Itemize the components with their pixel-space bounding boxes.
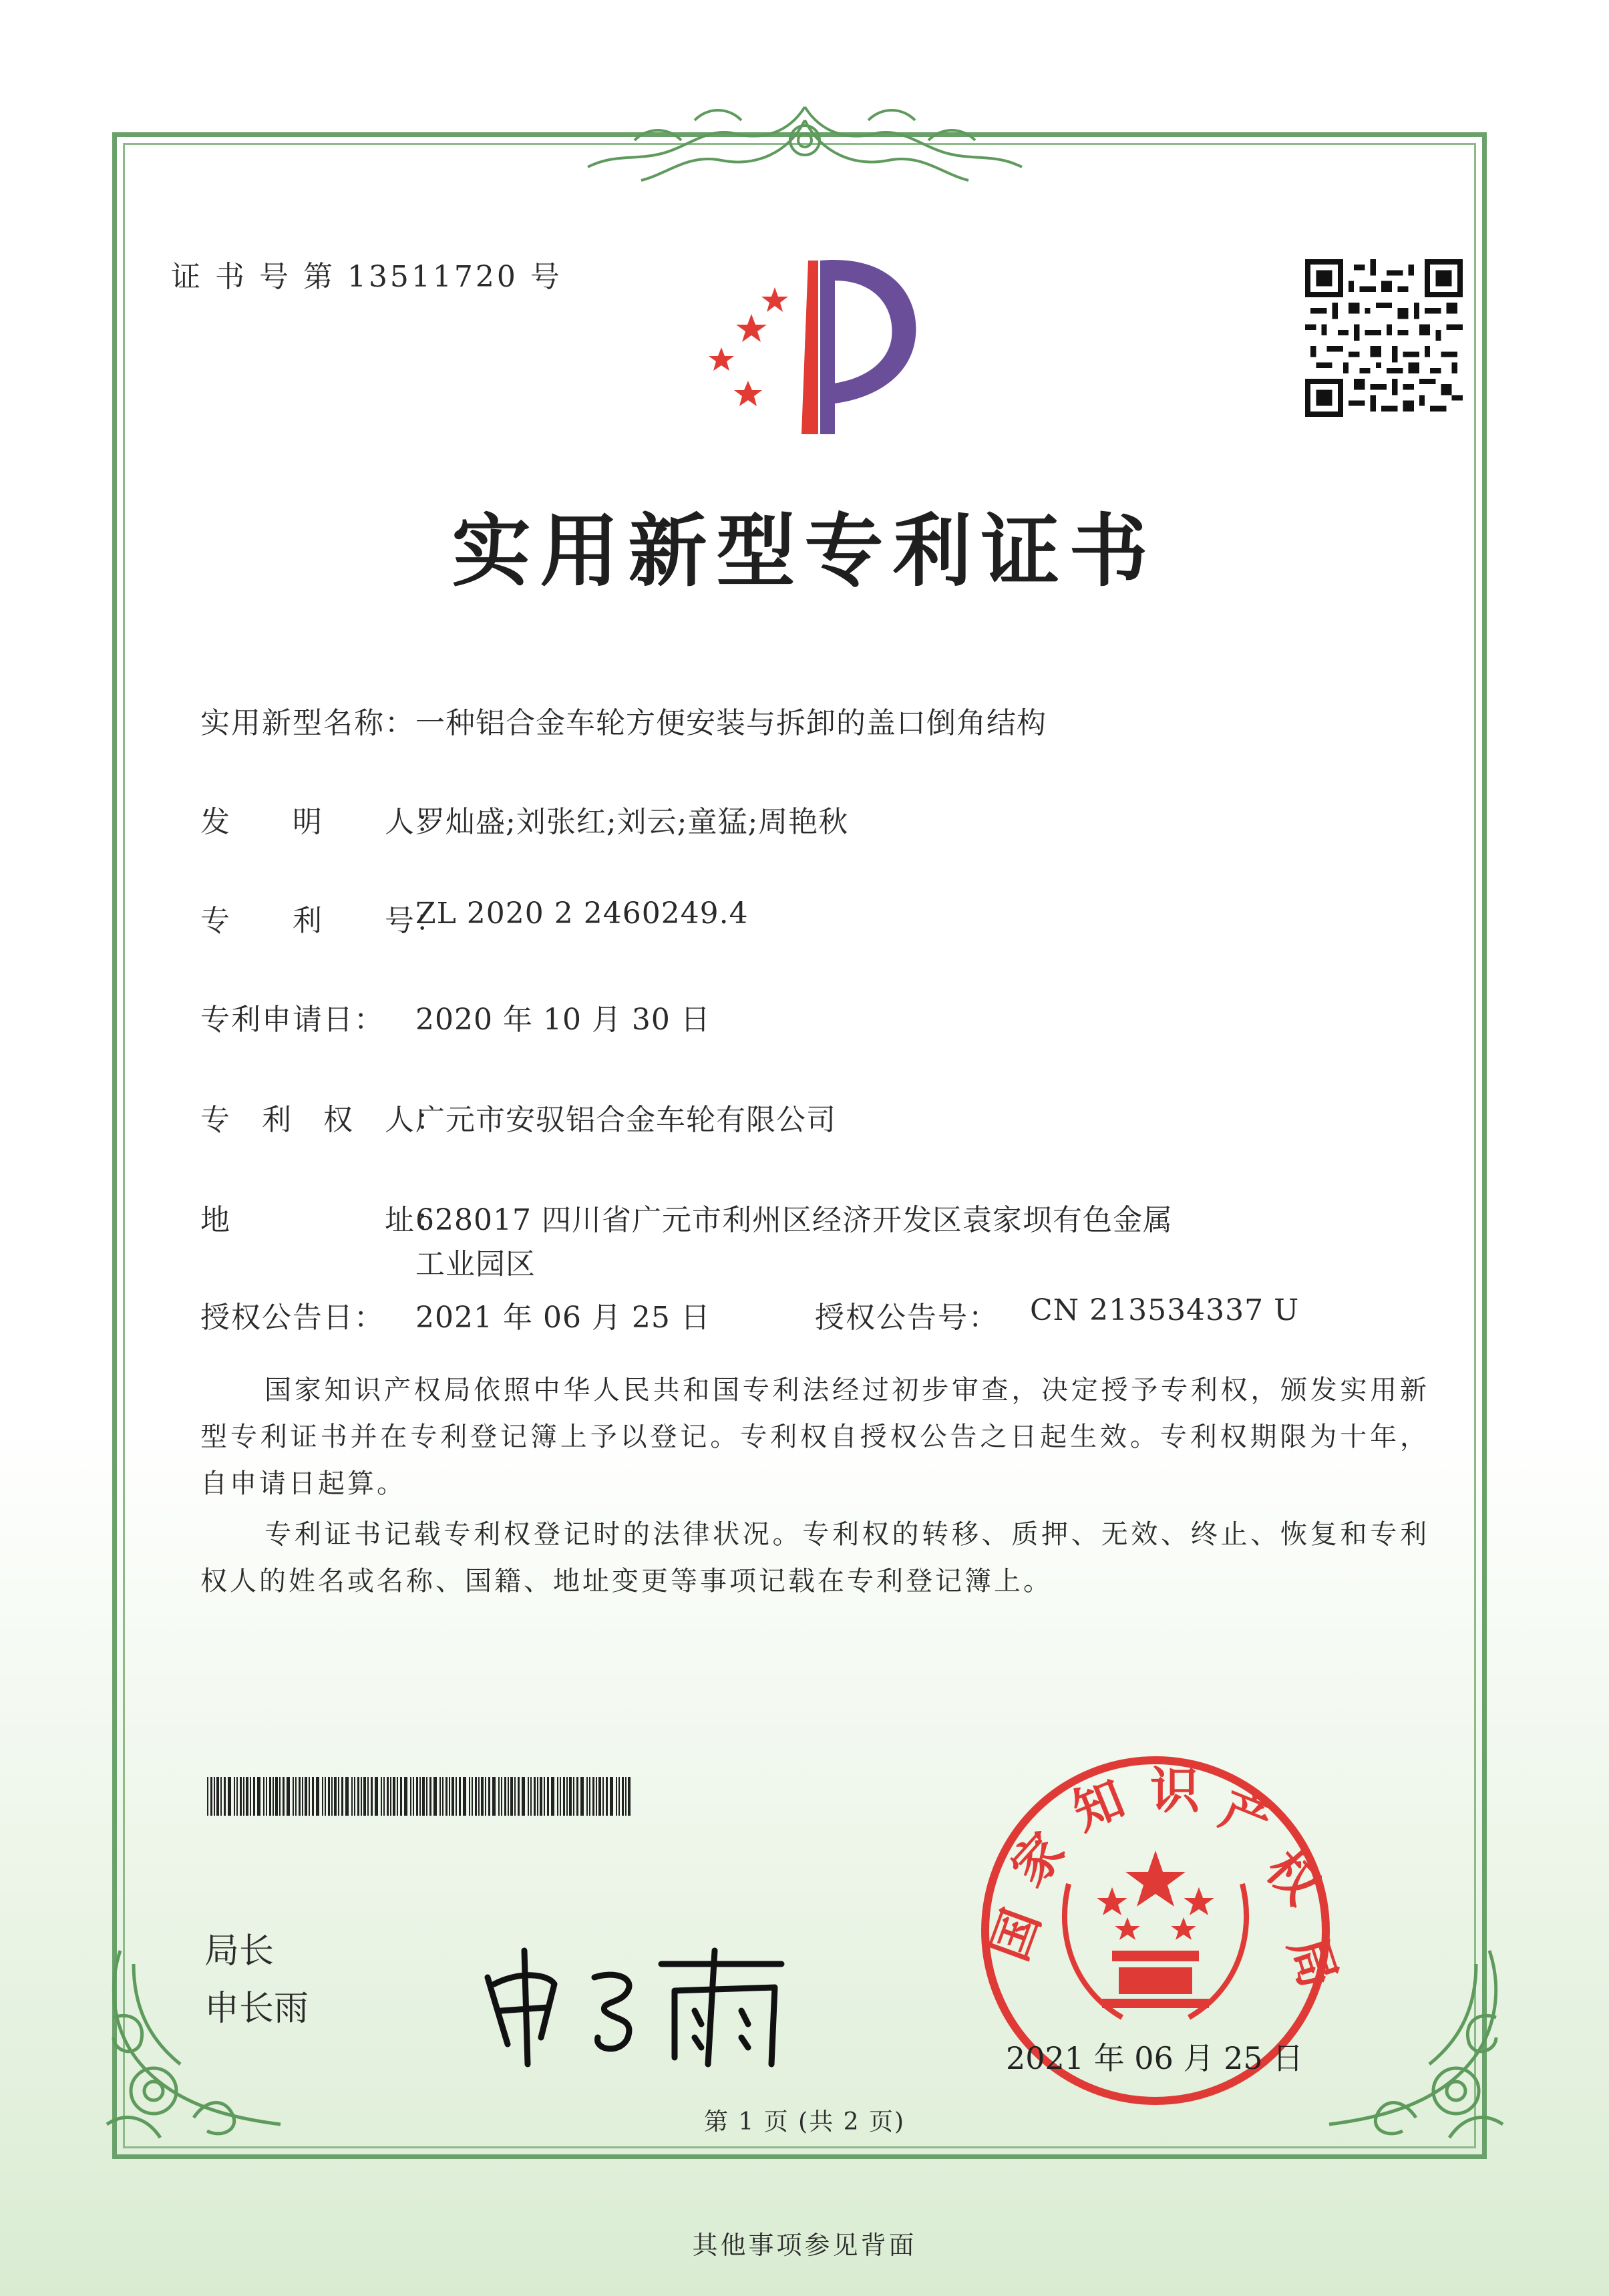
barcode-bar <box>469 1777 470 1816</box>
barcode-bar <box>416 1777 418 1816</box>
barcode-bar <box>518 1777 520 1816</box>
barcode-bar <box>616 1777 617 1816</box>
barcode-bar <box>618 1777 620 1816</box>
label-patent-number: 专 利 号： <box>200 904 446 938</box>
barcode-bar <box>312 1777 314 1816</box>
barcode-bar <box>528 1777 529 1816</box>
page-indicator: 第 1 页 (共 2 页) <box>703 2108 906 2136</box>
barcode-bar <box>589 1777 590 1816</box>
barcode-bar <box>214 1777 215 1816</box>
svg-text:知: 知 <box>1065 1770 1133 1842</box>
barcode-bar <box>481 1777 484 1816</box>
barcode-bar <box>442 1777 443 1816</box>
legal-paragraph-1: 国家知识产权局依照中华人民共和国专利法经过初步审查，决定授予专利权，颁发实用新型专利证书并在专利登记簿上予以登记。专利权自授权公告之日起生效。专利权期限为十年，自申请日起算。 <box>200 1375 1429 1499</box>
barcode-bar <box>341 1777 343 1816</box>
barcode-bar <box>293 1777 294 1816</box>
barcode-bar <box>534 1777 536 1816</box>
barcode-bar <box>322 1777 323 1816</box>
barcode-bar <box>596 1777 597 1816</box>
barcode-bar <box>367 1777 369 1816</box>
barcode-bar <box>279 1777 281 1816</box>
barcode-bar <box>592 1777 594 1816</box>
qr-code <box>1305 259 1463 417</box>
barcode-bar <box>560 1777 561 1816</box>
barcode-bar <box>283 1777 285 1816</box>
barcode-bar <box>449 1777 450 1816</box>
barcode-bar <box>566 1777 568 1816</box>
barcode-bar <box>387 1777 389 1816</box>
barcode-bar <box>302 1777 303 1816</box>
barcode-bar <box>316 1777 319 1816</box>
barcode-bar <box>250 1777 251 1816</box>
barcode-bar <box>413 1777 414 1816</box>
barcode-bar <box>508 1777 509 1816</box>
barcode-bar <box>492 1777 496 1816</box>
barcode <box>207 1777 635 1816</box>
barcode-bar <box>269 1777 271 1816</box>
barcode-bar <box>439 1777 441 1816</box>
barcode-bar <box>295 1777 297 1816</box>
svg-text:产: 产 <box>1212 1780 1280 1852</box>
barcode-bar <box>371 1777 373 1816</box>
barcode-bar <box>429 1777 431 1816</box>
barcode-bar <box>573 1777 574 1816</box>
value-grant-date: 2021 年 06 月 25 日 <box>415 1301 711 1335</box>
barcode-bar <box>234 1777 235 1816</box>
barcode-bar <box>351 1777 353 1816</box>
barcode-bar <box>625 1777 627 1816</box>
barcode-bar <box>622 1777 624 1816</box>
barcode-bar <box>514 1777 516 1816</box>
barcode-bar <box>544 1777 545 1816</box>
barcode-bar <box>375 1777 378 1816</box>
barcode-bar <box>606 1777 608 1816</box>
label-address: 地 址： <box>200 1203 446 1237</box>
barcode-bar <box>243 1777 244 1816</box>
barcode-bar <box>598 1777 601 1816</box>
barcode-bar <box>216 1777 219 1816</box>
barcode-bar <box>207 1777 208 1816</box>
label-utility-model-name: 实用新型名称： <box>200 706 415 740</box>
barcode-bar <box>240 1777 242 1816</box>
label-inventors: 发 明 人： <box>200 805 446 839</box>
barcode-bar <box>510 1777 513 1816</box>
barcode-bar <box>504 1777 506 1816</box>
barcode-bar <box>228 1777 231 1816</box>
seal-date: 2021 年 06 月 25 日 <box>1006 2040 1304 2076</box>
barcode-bar <box>456 1777 457 1816</box>
svg-text:国: 国 <box>980 1902 1052 1969</box>
barcode-bar <box>393 1777 395 1816</box>
barcode-bar <box>381 1777 382 1816</box>
barcode-bar <box>275 1777 278 1816</box>
barcode-bar <box>404 1777 407 1816</box>
barcode-bar <box>628 1777 631 1816</box>
barcode-bar <box>253 1777 255 1816</box>
barcode-bar <box>338 1777 339 1816</box>
barcode-bar <box>551 1777 554 1816</box>
barcode-bar <box>354 1777 355 1816</box>
barcode-bar <box>475 1777 477 1816</box>
barcode-bar <box>363 1777 366 1816</box>
label-patentee: 专 利 权 人： <box>200 1103 446 1137</box>
barcode-bar <box>422 1777 425 1816</box>
value-patentee: 广元市安驭铝合金车轮有限公司 <box>415 1103 836 1137</box>
value-filing-date: 2020 年 10 月 30 日 <box>415 1003 711 1037</box>
svg-text:家: 家 <box>1000 1822 1076 1898</box>
cnipa-logo <box>695 247 948 441</box>
barcode-bar <box>224 1777 226 1816</box>
value-address-line1: 628017 四川省广元市利州区经济开发区袁家坝有色金属 <box>415 1203 1173 1237</box>
barcode-bar <box>530 1777 532 1816</box>
barcode-bar <box>498 1777 500 1816</box>
value-grant-number: CN 213534337 U <box>1030 1293 1300 1327</box>
label-grant-number: 授权公告号： <box>815 1301 999 1335</box>
legal-paragraph-2: 专利证书记载专利权登记时的法律状况。专利权的转移、质押、无效、终止、恢复和专利权人的姓名或名称、国籍、地址变更等事项记载在专利登记簿上。 <box>200 1519 1429 1597</box>
svg-text:识: 识 <box>1150 1762 1200 1820</box>
director-name: 申长雨 <box>204 1989 309 2029</box>
barcode-bar <box>263 1777 264 1816</box>
barcode-bar <box>547 1777 549 1816</box>
barcode-bar <box>357 1777 359 1816</box>
barcode-bar <box>246 1777 248 1816</box>
barcode-bar <box>220 1777 222 1816</box>
barcode-bar <box>236 1777 238 1816</box>
barcode-bar <box>472 1777 473 1816</box>
barcode-bar <box>328 1777 330 1816</box>
back-side-note: 其他事项参见背面 <box>692 2231 917 2260</box>
barcode-bar <box>540 1777 542 1816</box>
barcode-bar <box>287 1777 290 1816</box>
barcode-bar <box>478 1777 480 1816</box>
certificate-title: 实用新型专利证书 <box>452 504 1157 597</box>
barcode-bar <box>459 1777 461 1816</box>
barcode-bar <box>309 1777 310 1816</box>
barcode-bar <box>610 1777 613 1816</box>
barcode-bar <box>257 1777 260 1816</box>
barcode-bar <box>557 1777 558 1816</box>
director-signature <box>461 1937 835 2071</box>
barcode-bar <box>331 1777 333 1816</box>
barcode-bar <box>410 1777 411 1816</box>
barcode-bar <box>273 1777 274 1816</box>
barcode-bar <box>569 1777 572 1816</box>
barcode-bar <box>488 1777 490 1816</box>
svg-text:局: 局 <box>1277 1929 1348 1995</box>
barcode-bar <box>463 1777 466 1816</box>
barcode-bar <box>576 1777 578 1816</box>
barcode-bar <box>325 1777 326 1816</box>
barcode-bar <box>433 1777 437 1816</box>
barcode-bar <box>452 1777 454 1816</box>
certificate-number: 证 书 号 第 13511720 号 <box>171 260 562 294</box>
barcode-bar <box>334 1777 337 1816</box>
label-grant-date: 授权公告日： <box>200 1301 385 1335</box>
barcode-bar <box>345 1777 349 1816</box>
barcode-bar <box>383 1777 385 1816</box>
barcode-bar <box>266 1777 267 1816</box>
value-address-line2: 工业园区 <box>415 1247 536 1281</box>
barcode-bar <box>426 1777 427 1816</box>
barcode-bar <box>361 1777 362 1816</box>
barcode-bar <box>397 1777 398 1816</box>
top-floral-ornament <box>574 94 1035 194</box>
value-utility-model-name: 一种铝合金车轮方便安装与拆卸的盖口倒角结构 <box>415 706 1047 740</box>
barcode-bar <box>210 1777 212 1816</box>
barcode-bar <box>419 1777 421 1816</box>
barcode-bar <box>485 1777 486 1816</box>
barcode-bar <box>305 1777 307 1816</box>
barcode-bar <box>522 1777 525 1816</box>
svg-text:权: 权 <box>1254 1840 1331 1916</box>
barcode-bar <box>580 1777 584 1816</box>
label-filing-date: 专利申请日： <box>200 1003 385 1037</box>
value-patent-number: ZL 2020 2 2460249.4 <box>415 896 749 931</box>
barcode-bar <box>602 1777 604 1816</box>
director-title: 局长 <box>204 1931 275 1971</box>
value-inventors: 罗灿盛;刘张红;刘云;童猛;周艳秋 <box>415 805 849 839</box>
barcode-bar <box>400 1777 402 1816</box>
barcode-bar <box>537 1777 538 1816</box>
barcode-bar <box>445 1777 448 1816</box>
barcode-bar <box>390 1777 391 1816</box>
barcode-bar <box>586 1777 588 1816</box>
barcode-bar <box>501 1777 502 1816</box>
barcode-bar <box>299 1777 301 1816</box>
barcode-bar <box>563 1777 565 1816</box>
